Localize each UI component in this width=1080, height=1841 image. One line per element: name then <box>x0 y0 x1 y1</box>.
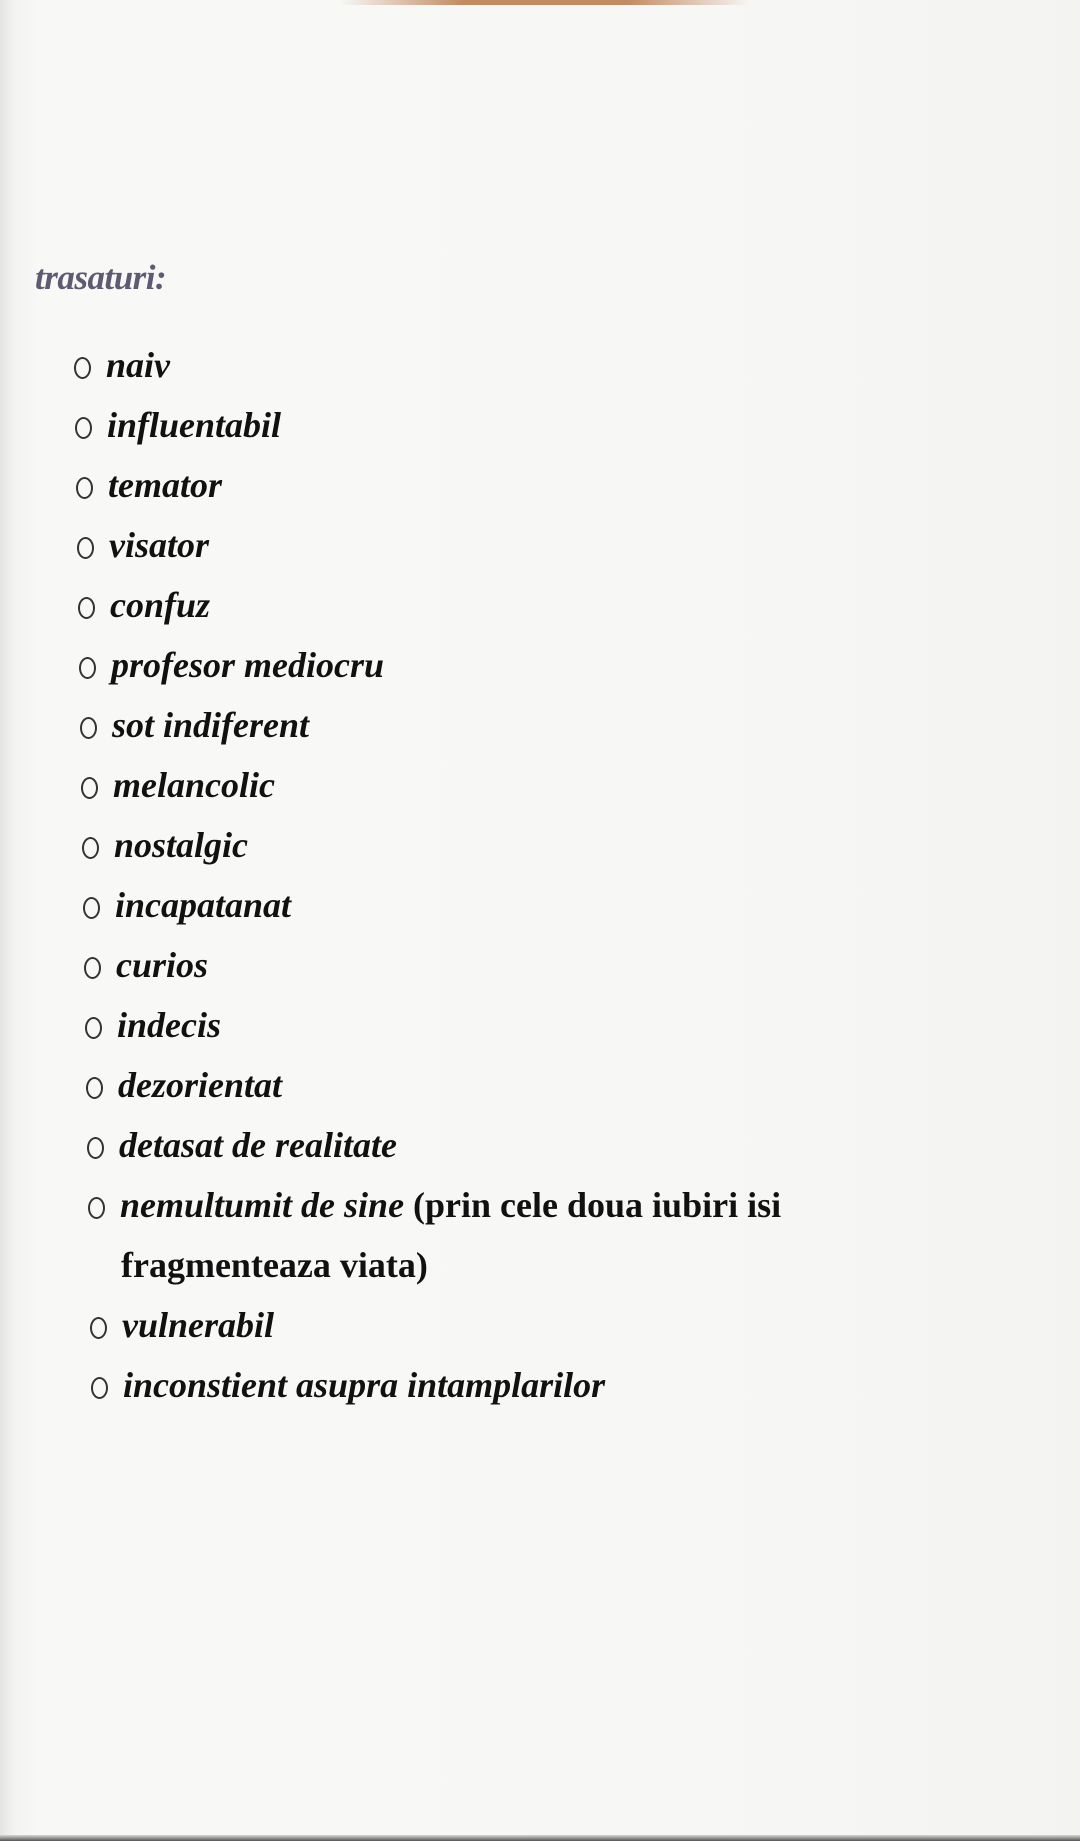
trait-text: incapatanat <box>115 885 292 925</box>
trait-text: confuz <box>110 585 211 625</box>
circle-bullet-icon <box>75 417 92 439</box>
list-item <box>86 1175 781 1235</box>
trait-text: inconstient asupra intamplarilor <box>123 1365 606 1405</box>
circle-bullet-icon <box>87 1137 104 1159</box>
section-heading: trasaturi: <box>35 258 167 297</box>
trait-text: indecis <box>117 1005 221 1045</box>
circle-bullet-icon <box>88 1197 105 1219</box>
trait-text: detasat de realitate <box>119 1125 397 1165</box>
circle-bullet-icon <box>77 537 94 559</box>
trait-text: dezorientat <box>118 1065 283 1105</box>
list-item <box>89 1355 781 1415</box>
circle-bullet-icon <box>90 1317 107 1339</box>
page-top-edge <box>340 0 750 5</box>
list-item <box>78 695 781 755</box>
trait-text: temator <box>108 465 222 505</box>
circle-bullet-icon <box>84 957 101 979</box>
trait-text: melancolic <box>113 765 275 805</box>
trait-text: vulnerabil <box>122 1305 275 1345</box>
list-item <box>76 575 781 635</box>
circle-bullet-icon <box>85 1017 102 1039</box>
list-item <box>75 515 781 575</box>
circle-bullet-icon <box>74 357 91 379</box>
list-item <box>79 755 781 815</box>
circle-bullet-icon <box>76 477 93 499</box>
traits-list <box>72 335 781 1415</box>
list-item-continuation <box>87 1235 781 1295</box>
list-item <box>84 1055 781 1115</box>
circle-bullet-icon <box>83 897 100 919</box>
circle-bullet-icon <box>81 777 98 799</box>
circle-bullet-icon <box>78 597 95 619</box>
circle-bullet-icon <box>80 717 97 739</box>
list-item <box>88 1295 781 1355</box>
circle-bullet-icon <box>91 1377 108 1399</box>
list-item <box>77 635 781 695</box>
trait-text: curios <box>116 945 209 985</box>
trait-text: sot indiferent <box>112 705 310 745</box>
trait-note: (prin cele doua iubiri isi <box>404 1185 782 1225</box>
trait-text: naiv <box>106 345 171 385</box>
page-bottom-edge <box>0 1835 1080 1841</box>
list-item <box>83 995 781 1055</box>
circle-bullet-icon <box>79 657 96 679</box>
trait-text: nostalgic <box>114 825 249 865</box>
list-item <box>74 455 781 515</box>
trait-text: profesor mediocru <box>111 645 384 685</box>
list-item <box>80 815 781 875</box>
trait-text: influentabil <box>107 405 282 445</box>
circle-bullet-icon <box>86 1077 103 1099</box>
circle-bullet-icon <box>82 837 99 859</box>
list-item <box>73 395 781 455</box>
list-item <box>81 875 781 935</box>
trait-note-continued: fragmenteaza viata) <box>121 1245 428 1285</box>
list-item <box>72 335 781 395</box>
trait-text: nemultumit de sine <box>120 1185 405 1225</box>
list-item <box>85 1115 781 1175</box>
list-item <box>82 935 781 995</box>
trait-text: visator <box>109 525 210 565</box>
